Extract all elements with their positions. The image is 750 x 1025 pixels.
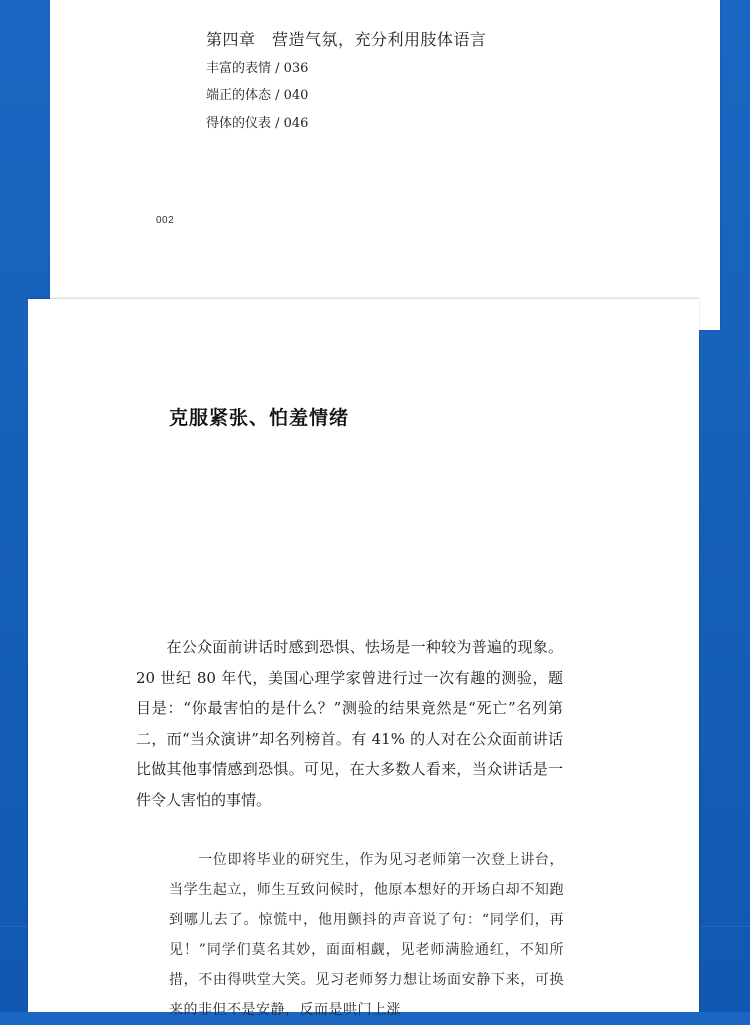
page-number: 002 (156, 215, 175, 226)
toc-item: 丰富的表情 / 036 (206, 61, 309, 76)
toc-item: 端正的体态 / 040 (206, 88, 309, 103)
anecdote-paragraph: 一位即将毕业的研究生，作为见习老师第一次登上讲台，当学生起立，师生互致问候时，他原本想好的开场白却不知跑到哪儿去了。惊慌中，他用颤抖的声音说了句：“同学们，再见！”同学们莫名其妙，面面相觑，见老师满脸通红，不知所措，不由得哄堂大笑。见习老师努力想让场面安静下来，可换来的非但不是安静，反而是哄门上涨 (169, 852, 564, 1018)
section-title: 克服紧张、怕羞情绪 (169, 407, 350, 429)
body-paragraph: 在公众面前讲话时感到恐惧、怯场是一种较为普遍的现象。20 世纪 80 年代，美国心理学家曾进行过一次有趣的测验，题目是：“你最害怕的是什么？”测验的结果竟然是“死亡”名列第二，而“当众演讲”却名列榜首。有 41% 的人对在公众面前讲话比做其他事情感到恐惧。可见，在大多数人看来，当众讲话是一件令人害怕的事情。 (136, 638, 563, 809)
content-page (28, 299, 699, 1018)
toc-page (50, 0, 720, 330)
toc-chapter-heading: 第四章 营造气氛，充分利用肢体语言 (206, 30, 487, 49)
toc-item: 得体的仪表 / 046 (206, 116, 309, 131)
